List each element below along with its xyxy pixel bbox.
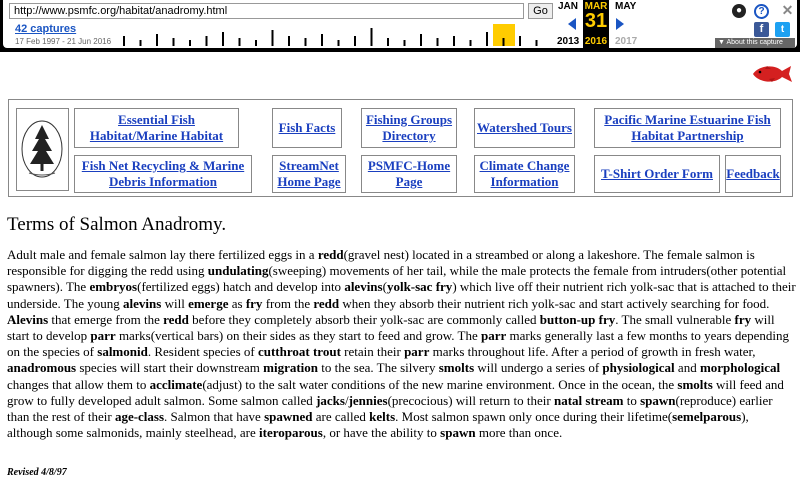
body-text-run: from the <box>262 295 314 311</box>
glossary-term: emerge <box>188 295 229 311</box>
glossary-term: spawn <box>640 392 676 408</box>
capture-bar[interactable] <box>288 36 290 46</box>
prev-capture-arrow-icon[interactable] <box>568 18 576 30</box>
glossary-term: natal stream <box>554 392 624 408</box>
body-text-run: (fertilized eggs) hatch and develop into <box>137 279 345 295</box>
capture-bar[interactable] <box>189 40 191 46</box>
body-text-run: are called <box>312 409 370 425</box>
capture-bar[interactable] <box>222 32 224 46</box>
nav-fish-net-recycling <box>74 155 252 193</box>
nav-psmfc-home <box>361 155 457 193</box>
capture-bar[interactable] <box>255 40 257 46</box>
glossary-term: embryos <box>89 279 138 295</box>
capture-bar[interactable] <box>387 38 389 46</box>
capture-bar[interactable] <box>173 38 175 46</box>
glossary-term: alevins <box>344 279 383 295</box>
glossary-term: jennies <box>348 392 388 408</box>
capture-bar[interactable] <box>338 40 340 46</box>
capture-bar[interactable] <box>140 40 142 46</box>
twitter-icon[interactable]: t <box>775 22 790 37</box>
glossary-term: smolts <box>438 360 475 376</box>
nav-table <box>8 99 793 197</box>
nav-fish-facts <box>272 108 342 148</box>
nav-watershed-tours <box>474 108 575 148</box>
glossary-term: anadromous <box>7 360 77 376</box>
body-text-run: ), although some salmonids, mainly steelhead, are <box>7 409 749 441</box>
glossary-term: fry <box>245 295 263 311</box>
body-text-run: Adult male and female salmon lay there fertilized eggs in a <box>7 247 318 262</box>
capture-bar[interactable] <box>305 38 307 46</box>
help-icon[interactable]: ? <box>754 4 769 19</box>
glossary-term: Alevins <box>7 311 49 327</box>
body-text-run: . Most salmon spawn only once during their lifetime( <box>395 409 673 425</box>
nav-link-feedback[interactable]: Feedback <box>726 166 780 181</box>
glossary-term: spawned <box>264 409 313 425</box>
glossary-term: parr <box>481 328 507 344</box>
wayback-prev-year[interactable]: 2013 <box>557 36 580 47</box>
body-text-run: more than once. <box>475 425 563 441</box>
body-text-run: (precocious) will return to their <box>387 392 554 408</box>
wayback-captures-link[interactable]: 42 captures <box>15 23 77 35</box>
body-text-run: will start to develop <box>7 311 775 344</box>
body-text-run: . The small vulnerable <box>615 311 735 327</box>
glossary-term: morphological <box>699 360 781 376</box>
glossary-term: cutthroat trout <box>257 344 341 360</box>
capture-bar[interactable] <box>123 36 125 46</box>
nav-essential-fish-habitat <box>74 108 239 148</box>
body-text-run: will <box>161 295 189 311</box>
wayback-about-capture-link[interactable]: ▼ About this capture <box>715 38 795 48</box>
glossary-term: salmonid <box>97 344 148 360</box>
body-text-run: changes that allow them to <box>7 376 150 392</box>
glossary-term: age-class <box>114 409 165 425</box>
capture-bar[interactable] <box>206 36 208 46</box>
body-text-run: marks generally last a few months to years depending on the species of <box>7 328 789 360</box>
nav-feedback <box>725 155 781 193</box>
wayback-about-label: About this capture <box>726 39 783 46</box>
body-text-run: . Salmon that have <box>164 409 265 425</box>
wayback-toolbar <box>0 0 800 52</box>
wayback-next-month[interactable]: MAY <box>615 1 637 12</box>
wayback-current-day: 31 <box>584 10 608 32</box>
capture-bar[interactable] <box>470 40 472 46</box>
body-text-run: to the sea. The silvery <box>318 360 439 376</box>
nav-link-watershed-tours[interactable]: Watershed Tours <box>477 120 572 135</box>
wayback-icons <box>730 3 798 43</box>
nav-fishing-groups <box>361 108 457 148</box>
wayback-prev-month[interactable]: JAN <box>558 1 579 12</box>
nav-pacific-partnership <box>594 108 781 148</box>
body-text-run: when they absorb their nutrient rich yolk-sac and start actively searching for food. <box>339 295 770 311</box>
body-text-run: as <box>228 295 246 311</box>
page-title: Terms of Salmon Anadromy. <box>7 214 227 235</box>
body-text-run: marks throughout life. After a period of growth in fresh water, <box>429 344 756 360</box>
body-text-run: (adjust) to the salt water conditions of the new marine environment. Once in the ocean, the <box>202 376 678 392</box>
capture-bar[interactable] <box>486 32 488 46</box>
next-capture-arrow-icon[interactable] <box>616 18 624 30</box>
salmon-anadromy-paragraph <box>7 247 796 441</box>
wayback-sparkline[interactable] <box>115 24 547 46</box>
nav-climate-change <box>474 155 575 193</box>
nav-link-streamnet[interactable]: StreamNet Home Page <box>277 158 341 189</box>
glossary-term: redd <box>313 295 340 311</box>
wayback-date-range: 17 Feb 1997 - 21 Jun 2016 <box>15 37 112 46</box>
psmfc-logo-cell <box>16 108 69 191</box>
body-text-run: (sweeping) movements of her tail, while the male protects the female from intruders(other potential spawners). The <box>7 263 787 295</box>
nav-link-tshirt[interactable]: T-Shirt Order Form <box>601 166 713 181</box>
capture-bar[interactable] <box>354 36 356 46</box>
glossary-term: kelts <box>369 409 396 425</box>
body-text-run: , or have the ability to <box>322 425 441 441</box>
glossary-term: alevins <box>123 295 162 311</box>
nav-link-psmfc-home[interactable]: PSMFC-Home Page <box>367 158 451 189</box>
capture-bar[interactable] <box>321 34 323 46</box>
nav-link-climate-change[interactable]: Climate Change Information <box>479 158 570 189</box>
glossary-term: physiological <box>602 360 675 376</box>
body-text-run: marks(vertical bars) on their sides as they start to feed and grow. The <box>115 328 482 344</box>
wayback-current-month: MAR <box>584 1 608 12</box>
capture-bar[interactable] <box>371 28 373 46</box>
body-text-run: before they completely absorb their yolk-sac are commonly called <box>188 311 540 327</box>
wayback-toolbar-panel <box>3 0 797 48</box>
glossary-term: button-up fry <box>539 311 616 327</box>
wayback-current-year: 2016 <box>584 36 608 47</box>
capture-bar[interactable] <box>503 38 505 46</box>
tree-logo-icon <box>17 109 68 190</box>
capture-bar[interactable] <box>404 40 406 46</box>
close-icon[interactable]: ✕ <box>781 2 794 18</box>
glossary-term: fry <box>734 311 752 327</box>
capture-bar[interactable] <box>420 34 422 46</box>
body-text-run: that emerge from the <box>48 311 164 327</box>
body-text-run: (gravel nest) located in a streambed or along a lakeshore. The female salmon is responsible for digging the redd using <box>7 247 755 279</box>
glossary-term: semelparous <box>672 409 742 425</box>
body-text-run: to <box>623 392 641 408</box>
facebook-icon[interactable]: f <box>754 22 769 37</box>
nav-link-fishing-groups[interactable]: Fishing Groups Directory <box>365 112 453 143</box>
body-text-run: will undergo a series of <box>474 360 603 376</box>
wayback-current-date <box>583 0 609 48</box>
capture-bar[interactable] <box>536 40 538 46</box>
nav-streamnet <box>272 155 346 193</box>
body-text-run: . Resident species of <box>147 344 258 360</box>
wayback-calendar-nav <box>556 0 646 48</box>
capture-bar[interactable] <box>156 34 158 46</box>
body-text-run: retain their <box>340 344 405 360</box>
nav-link-pacific-partnership[interactable]: Pacific Marine Estuarine Fish Habitat Partnership <box>604 112 771 143</box>
glossary-term: jacks <box>316 392 345 408</box>
nav-link-fish-net-recycling[interactable]: Fish Net Recycling & Marine Debris Information <box>81 158 245 189</box>
capture-bar[interactable] <box>437 38 439 46</box>
glossary-term: acclimate <box>149 376 203 392</box>
body-text-run: will feed and grow to fully developed adult salmon. Some salmon called <box>7 376 784 408</box>
body-text-run: species will start their downstream <box>76 360 264 376</box>
body-text-run: ( <box>382 279 387 295</box>
wayback-url-input[interactable]: http://www.psmfc.org/habitat/anadromy.html <box>9 3 524 19</box>
glossary-term: iteroparous <box>259 425 323 441</box>
body-text-run: ) which live off their nutrient rich yolk-sac that is attached to their underside. The young <box>7 279 796 311</box>
revised-date: Revised 4/8/97 <box>7 467 67 478</box>
fish-logo-icon <box>749 63 794 85</box>
capture-bar[interactable] <box>519 36 521 46</box>
nav-tshirt <box>594 155 720 193</box>
nav-link-essential-fish-habitat[interactable]: Essential Fish Habitat/Marine Habitat <box>89 112 224 143</box>
glossary-term: parr <box>404 344 430 360</box>
body-text-run: (reproduce) earlier than the rest of their <box>7 392 773 425</box>
user-account-icon[interactable]: ● <box>732 4 746 18</box>
nav-link-fish-facts[interactable]: Fish Facts <box>278 120 336 135</box>
body-text-run: and <box>674 360 700 376</box>
glossary-term: spawn <box>440 425 476 441</box>
body-text-run: / <box>344 392 349 408</box>
glossary-term: migration <box>263 360 319 376</box>
glossary-term: smolts <box>677 376 713 392</box>
capture-bar[interactable] <box>272 30 274 46</box>
glossary-term: undulating <box>207 263 269 279</box>
glossary-term: parr <box>90 328 116 344</box>
glossary-term: redd <box>163 311 189 327</box>
wayback-go-button[interactable]: Go <box>528 3 553 19</box>
capture-bar[interactable] <box>453 36 455 46</box>
glossary-term: yolk-sac fry <box>386 279 453 295</box>
capture-bar[interactable] <box>239 38 241 46</box>
glossary-term: redd <box>317 247 344 262</box>
wayback-next-year: 2017 <box>615 36 638 47</box>
